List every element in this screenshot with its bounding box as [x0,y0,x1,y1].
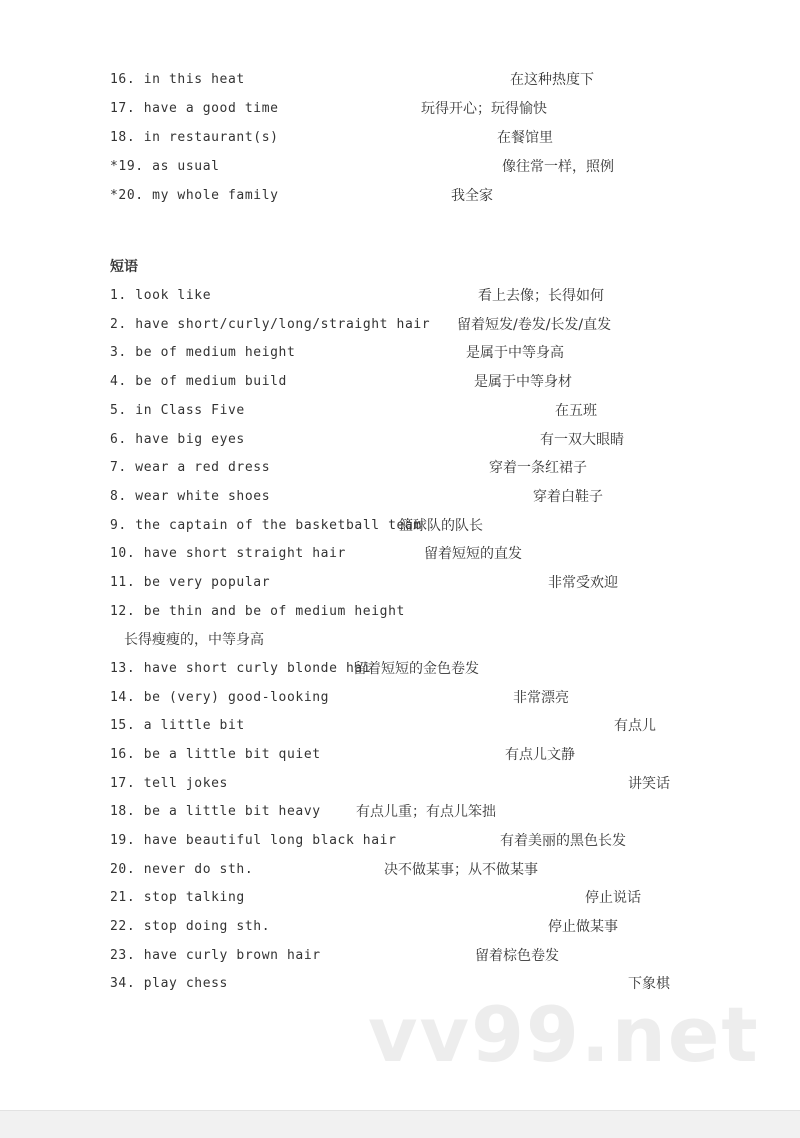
list-item [0,184,800,208]
list-item [0,743,800,767]
list-item [0,514,800,538]
item-number: 7. [110,460,127,475]
item-chinese: 篮球队的队长 [399,518,483,534]
item-number: 18. [110,804,136,819]
item-number: 18. [110,130,136,145]
item-english: wear white shoes [135,489,271,504]
item-english: a little bit [143,718,245,733]
item-number: 1. [110,288,127,303]
item-chinese: 讲笑话 [628,776,670,792]
item-english: stop talking [143,890,245,905]
item-english: the captain of the basketball team [135,518,422,533]
list-item [0,284,800,308]
list-item [0,772,800,796]
item-chinese: 下象棋 [628,976,670,992]
item-chinese: 留着短短的金色卷发 [353,661,479,677]
item-number: 34. [110,976,136,991]
item-chinese: 我全家 [451,188,493,204]
list-item [0,657,800,681]
item-english: stop doing sth. [143,919,271,934]
item-number: *19. [110,159,144,174]
item-english: be thin and be of medium height [143,604,405,619]
item-english: be very popular [143,575,271,590]
list-item [0,714,800,738]
item-number: 22. [110,919,136,934]
item-english: my whole family [152,188,279,203]
item-chinese: 看上去像；长得如何 [478,288,604,304]
list-item [0,829,800,853]
item-number: 9. [110,518,127,533]
item-chinese: 在这种热度下 [510,72,594,88]
list-item [0,485,800,509]
item-number: 19. [110,833,136,848]
list-item [0,341,800,365]
item-chinese: 决不做某事；从不做某事 [384,862,538,878]
item-number: 13. [110,661,136,676]
item-number: 17. [110,776,136,791]
list-item [0,456,800,480]
list-item [0,915,800,939]
item-number: 2. [110,317,127,332]
list-item [0,97,800,121]
list-item [0,313,800,337]
item-number: 6. [110,432,127,447]
item-chinese: 玩得开心；玩得愉快 [421,101,547,117]
item-chinese: 有点儿文静 [505,747,575,763]
item-english: be a little bit heavy [143,804,321,819]
item-number: 23. [110,948,136,963]
list-item [0,686,800,710]
item-chinese: 穿着白鞋子 [533,489,603,505]
item-english: be (very) good-looking [143,690,330,705]
item-chinese: 在五班 [555,403,597,419]
list-item [0,155,800,179]
list-item [0,800,800,824]
list-item [0,600,800,624]
item-number: 4. [110,374,127,389]
item-number: 11. [110,575,136,590]
item-number: 16. [110,747,136,762]
item-chinese: 穿着一条红裙子 [489,460,587,476]
item-english: look like [135,288,212,303]
list-item [0,68,800,92]
item-chinese: 停止说话 [585,890,641,906]
item-english: in restaurant(s) [143,130,279,145]
item-english: in Class Five [135,403,245,418]
item-english: tell jokes [143,776,228,791]
list-item [0,858,800,882]
item-chinese: 是属于中等身高 [466,345,564,361]
item-number: *20. [110,188,144,203]
list-item [0,886,800,910]
item-chinese: 有点儿重；有点儿笨拙 [356,804,496,820]
item-number: 21. [110,890,136,905]
item-number: 5. [110,403,127,418]
item-number: 16. [110,72,136,87]
item-english: have curly brown hair [143,948,321,963]
item-english: have a good time [143,101,279,116]
item-number: 15. [110,718,136,733]
item-english: have short/curly/long/straight hair [135,317,431,332]
item-english: as usual [152,159,220,174]
list-item [0,428,800,452]
section-title: 短语 [110,259,138,275]
item-number: 20. [110,862,136,877]
item-chinese: 有一双大眼睛 [540,432,624,448]
item-number: 12. [110,604,136,619]
item-chinese: 像往常一样，照例 [502,159,614,175]
item-english: play chess [143,976,228,991]
item-english: have short straight hair [143,546,346,561]
item-chinese: 有着美丽的黑色长发 [500,833,626,849]
list-item [0,370,800,394]
item-english: be of medium build [135,374,287,389]
viewer-bottom-bar [0,1110,800,1138]
list-item-continuation [0,628,800,652]
item-number: 10. [110,546,136,561]
item-english: in this heat [143,72,245,87]
item-chinese: 留着短短的直发 [424,546,522,562]
item-number: 3. [110,345,127,360]
list-item [0,399,800,423]
item-chinese: 停止做某事 [548,919,618,935]
item-number: 17. [110,101,136,116]
item-chinese: 在餐馆里 [497,130,553,146]
item-number: 8. [110,489,127,504]
item-chinese: 长得瘦瘦的，中等身高 [124,632,264,648]
list-item [0,542,800,566]
item-chinese: 有点儿 [614,718,656,734]
item-chinese: 留着棕色卷发 [475,948,559,964]
item-chinese: 留着短发/卷发/长发/直发 [457,317,612,333]
item-number: 14. [110,690,136,705]
item-english: wear a red dress [135,460,271,475]
list-item [0,944,800,968]
item-english: be a little bit quiet [143,747,321,762]
item-english: have big eyes [135,432,245,447]
item-english: be of medium height [135,345,296,360]
item-chinese: 非常受欢迎 [548,575,618,591]
item-english: have beautiful long black hair [143,833,397,848]
watermark: vv99.net [368,990,760,1079]
item-english: never do sth. [143,862,254,877]
list-item [0,571,800,595]
list-item [0,126,800,150]
item-chinese: 非常漂亮 [513,690,569,706]
item-english: have short curly blonde hai [143,661,372,676]
item-chinese: 是属于中等身材 [474,374,572,390]
